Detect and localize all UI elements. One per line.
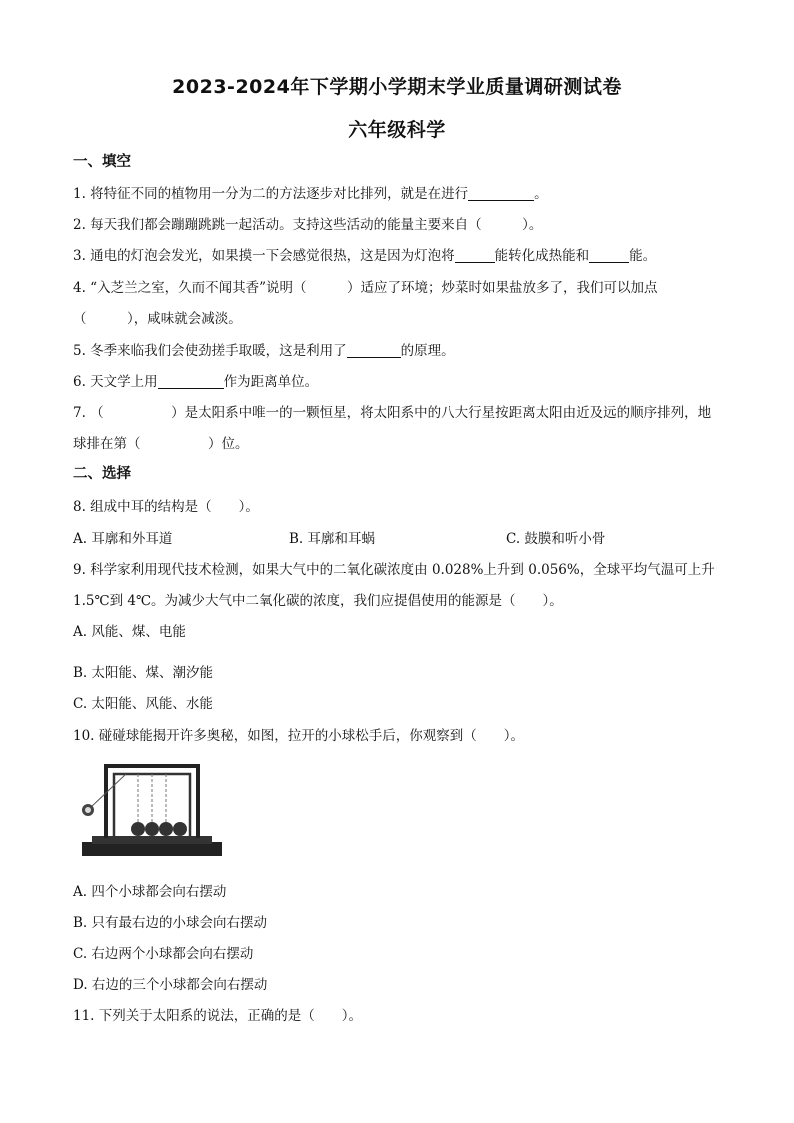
answer-blank <box>589 248 629 263</box>
cradle-ball <box>131 822 145 836</box>
exam-title: 2023-2024年下学期小学期末学业质量调研测试卷 <box>172 76 622 98</box>
cradle-base-top <box>92 836 212 844</box>
section-choice-heading: 二、选择 <box>73 466 131 482</box>
question-5: 5. 冬季来临我们会使劲搓手取暖，这是利用了 的原理。 <box>73 343 455 359</box>
cradle-base <box>82 842 222 856</box>
question-11: 11. 下列关于太阳系的说法，正确的是（ ）。 <box>73 1008 363 1024</box>
q10-option-a: A. 四个小球都会向右摆动 <box>73 884 227 900</box>
question-7-line-2: 球排在第（ ）位。 <box>73 436 249 452</box>
cradle-ball <box>159 822 173 836</box>
question-6: 6. 天文学上用 作为距离单位。 <box>73 374 319 390</box>
q8-option-c: C. 鼓膜和听小骨 <box>506 531 606 547</box>
answer-blank <box>468 186 534 201</box>
question-9-line-1: 9. 科学家利用现代技术检测，如果大气中的二氧化碳浓度由 0.028%上升到 0.056%，全球平均气温可上升 <box>73 562 715 578</box>
q8-option-b: B. 耳廓和耳蜗 <box>289 531 376 547</box>
newtons-cradle-figure <box>76 756 228 864</box>
exam-subtitle: 六年级科学 <box>348 119 446 141</box>
q10-option-b: B. 只有最右边的小球会向右摆动 <box>73 915 268 931</box>
cradle-ball <box>145 822 159 836</box>
question-4-line-1: 4. “入芝兰之室，久而不闻其香”说明（ ）适应了环境；炒菜时如果盐放多了，我们可以加点 <box>73 280 658 296</box>
question-10: 10. 碰碰球能揭开许多奥秘，如图，拉开的小球松手后，你观察到（ ）。 <box>73 728 525 744</box>
question-7-line-1: 7. （ ）是太阳系中唯一的一颗恒星，将太阳系中的八大行星按距离太阳由近及远的顺序排列，地 <box>73 405 712 421</box>
question-4-line-2: （ ），咸味就会减淡。 <box>73 311 242 327</box>
q9-option-a: A. 风能、煤、电能 <box>73 624 186 640</box>
question-8: 8. 组成中耳的结构是（ ）。 <box>73 499 259 515</box>
q9-option-c: C. 太阳能、风能、水能 <box>73 696 213 712</box>
pulled-ball-highlight <box>85 807 91 813</box>
question-3: 3. 通电的灯泡会发光，如果摸一下会感觉很热，这是因为灯泡将 能转化成热能和 能。 <box>73 248 657 264</box>
question-9-line-2: 1.5℃到 4℃。为减少大气中二氧化碳的浓度，我们应提倡使用的能源是（ ）。 <box>73 593 563 609</box>
answer-blank <box>455 248 495 263</box>
question-2: 2. 每天我们都会蹦蹦跳跳一起活动。支持这些活动的能量主要来自（ ）。 <box>73 217 543 233</box>
section-fill-heading: 一、填空 <box>73 154 131 170</box>
cradle-ball <box>173 822 187 836</box>
answer-blank <box>158 374 224 389</box>
q9-option-b: B. 太阳能、煤、潮汐能 <box>73 665 214 681</box>
question-1: 1. 将特征不同的植物用一分为二的方法逐步对比排列，就是在进行 。 <box>73 186 548 202</box>
q8-option-a: A. 耳廓和外耳道 <box>73 531 173 547</box>
answer-blank <box>347 343 401 358</box>
q10-option-c: C. 右边两个小球都会向右摆动 <box>73 946 254 962</box>
q10-option-d: D. 右边的三个小球都会向右摆动 <box>73 977 268 993</box>
